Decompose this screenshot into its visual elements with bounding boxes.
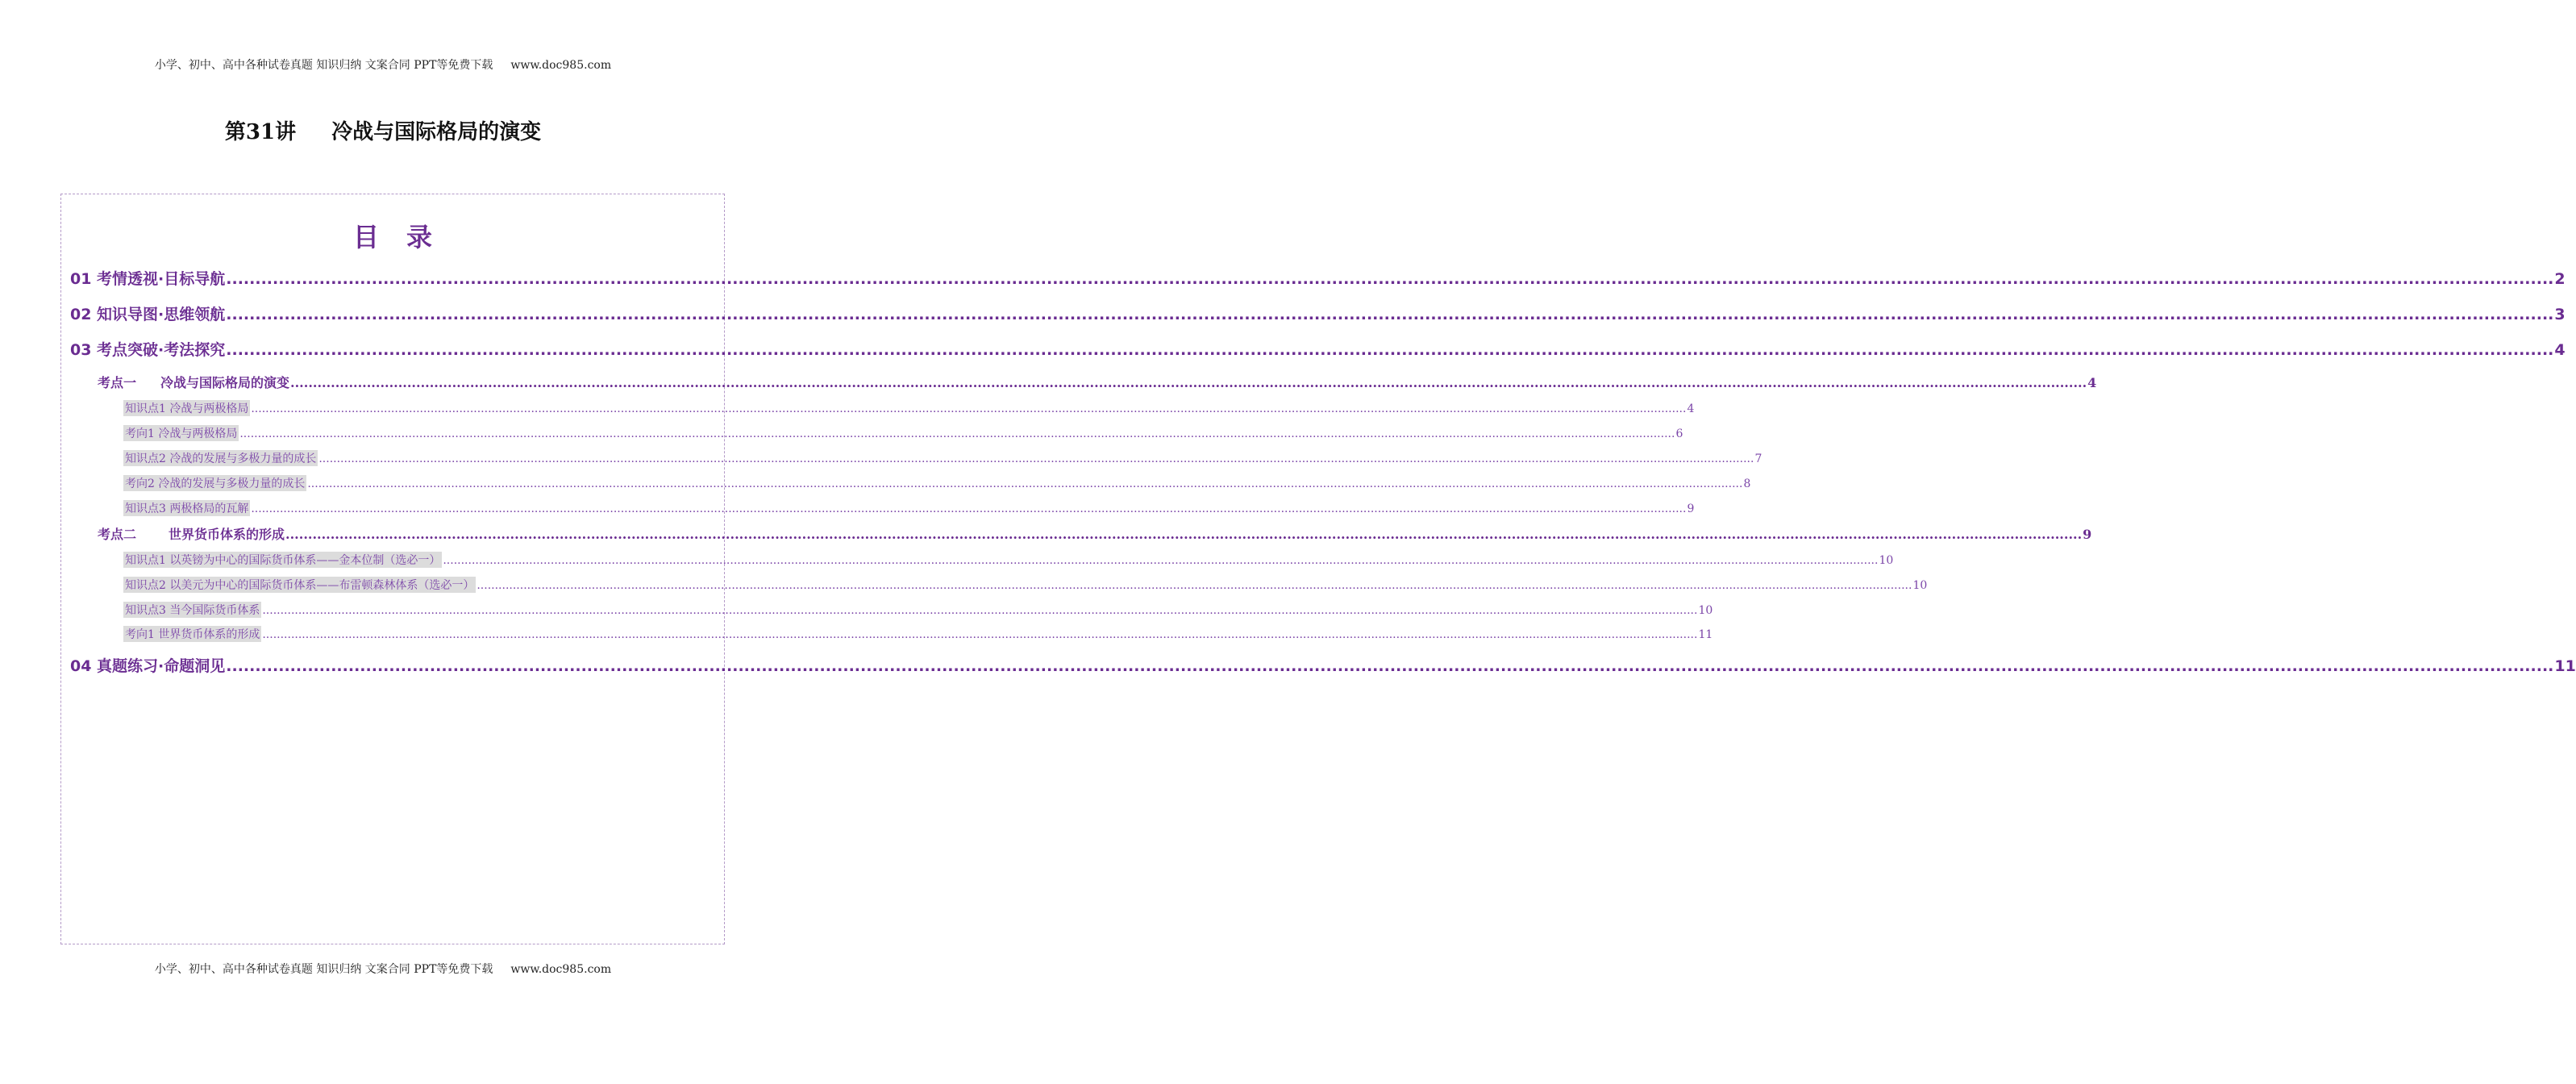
toc-entry-page: 4 xyxy=(2087,375,2097,390)
toc-entry-page: 6 xyxy=(1675,427,1683,440)
toc-entry-label: 知识点2 以美元为中心的国际货币体系——布雷顿森林体系（选必一） xyxy=(123,577,476,593)
toc-entry-label: 知识点3 当今国际货币体系 xyxy=(123,602,261,618)
toc-entry-label: 考向2 冷战的发展与多极力量的成长 xyxy=(123,475,306,491)
toc-entry-page: 7 xyxy=(1754,452,1762,465)
toc-entry[interactable] xyxy=(123,475,1751,491)
toc-leader-dots: ................................................................................................................................................................................................................................................................................................................................................................................................................ xyxy=(290,375,2087,390)
toc-entry-page: 4 xyxy=(2554,341,2566,359)
toc-entry-label: 02 知识导图·思维领航 xyxy=(70,306,226,323)
toc-leader-dots: ................................................................................................................................................................................................................................................................................................................................................................................................................ xyxy=(251,502,1687,515)
header-text: 小学、初中、高中各种试卷真题 知识归纳 文案合同 PPT等免费下载 xyxy=(154,59,493,72)
toc-entry[interactable] xyxy=(123,626,1713,642)
toc-entry[interactable] xyxy=(123,500,1695,516)
toc-heading: 目 录 xyxy=(352,222,433,252)
toc-entry-page: 4 xyxy=(1687,402,1695,415)
page-footer xyxy=(0,961,766,977)
header-site: www.doc985.com xyxy=(510,59,612,72)
toc-leader-dots: ................................................................................................................................................................................................................................................................................................................................................................................................................ xyxy=(443,554,1879,567)
toc-entry-label: 04 真题练习·命题洞见 xyxy=(70,657,226,675)
toc-leader-dots: ................................................................................................................................................................................................................................................................................................................................................................................................................ xyxy=(226,657,2554,675)
toc-leader-dots: ................................................................................................................................................................................................................................................................................................................................................................................................................ xyxy=(226,270,2554,288)
toc-entry-label: 01 考情透视·目标导航 xyxy=(70,270,226,288)
toc-entry-label: 03 考点突破·考法探究 xyxy=(70,341,226,359)
toc-leader-dots: ................................................................................................................................................................................................................................................................................................................................................................................................................ xyxy=(262,604,1698,617)
toc-entry-label: 考向1 世界货币体系的形成 xyxy=(123,626,261,642)
toc-leader-dots: ................................................................................................................................................................................................................................................................................................................................................................................................................ xyxy=(226,306,2554,323)
toc-entry-label: 知识点3 两极格局的瓦解 xyxy=(123,500,250,516)
toc-leader-dots: ................................................................................................................................................................................................................................................................................................................................................................................................................ xyxy=(285,527,2083,542)
toc-entry-label: 考向1 冷战与两极格局 xyxy=(123,425,239,441)
table-of-contents xyxy=(60,194,2576,944)
page-header xyxy=(0,56,766,73)
toc-leader-dots: ................................................................................................................................................................................................................................................................................................................................................................................................................ xyxy=(251,402,1687,415)
lecture-number: 第31讲 xyxy=(224,120,297,144)
toc-entry-page: 9 xyxy=(2083,527,2092,542)
toc-entry[interactable] xyxy=(98,373,2097,391)
toc-entry[interactable] xyxy=(70,338,2566,360)
toc-entry-page: 2 xyxy=(2554,270,2566,288)
toc-entry[interactable] xyxy=(123,400,1695,416)
toc-entry-label: 知识点1 冷战与两极格局 xyxy=(123,400,250,416)
toc-entry-page: 10 xyxy=(1912,579,1928,592)
toc-entry-label: 考点二 世界货币体系的形成 xyxy=(98,527,285,542)
toc-entry[interactable] xyxy=(123,552,1894,568)
lecture-title xyxy=(0,115,766,145)
toc-leader-dots: ................................................................................................................................................................................................................................................................................................................................................................................................................ xyxy=(318,452,1754,465)
toc-entry-page: 11 xyxy=(2554,657,2576,675)
toc-leader-dots: ................................................................................................................................................................................................................................................................................................................................................................................................................ xyxy=(476,579,1912,592)
toc-leader-dots: ................................................................................................................................................................................................................................................................................................................................................................................................................ xyxy=(262,628,1698,641)
footer-text: 小学、初中、高中各种试卷真题 知识归纳 文案合同 PPT等免费下载 xyxy=(154,963,493,976)
toc-entry[interactable] xyxy=(123,450,1762,466)
toc-entry[interactable] xyxy=(70,267,2566,289)
toc-entry-label: 知识点2 冷战的发展与多极力量的成长 xyxy=(123,450,318,466)
toc-leader-dots: ................................................................................................................................................................................................................................................................................................................................................................................................................ xyxy=(307,477,1743,490)
toc-entry[interactable] xyxy=(70,654,2576,676)
toc-leader-dots: ................................................................................................................................................................................................................................................................................................................................................................................................................ xyxy=(226,341,2554,359)
toc-entry-page: 10 xyxy=(1879,554,1894,567)
toc-entry-label: 知识点1 以英镑为中心的国际货币体系——金本位制（选必一） xyxy=(123,552,442,568)
toc-leader-dots: ................................................................................................................................................................................................................................................................................................................................................................................................................ xyxy=(239,427,1675,440)
toc-entry[interactable] xyxy=(123,602,1713,618)
toc-entry[interactable] xyxy=(70,302,2566,324)
footer-site: www.doc985.com xyxy=(510,963,612,976)
toc-entry-page: 3 xyxy=(2554,306,2566,323)
toc-entry-page: 8 xyxy=(1743,477,1751,490)
toc-entry[interactable] xyxy=(123,425,1683,441)
toc-entry-page: 11 xyxy=(1698,628,1713,641)
toc-entry-page: 10 xyxy=(1698,604,1713,617)
lecture-topic: 冷战与国际格局的演变 xyxy=(331,120,542,144)
toc-entry-page: 9 xyxy=(1687,502,1695,515)
toc-entry-label: 考点一 冷战与国际格局的演变 xyxy=(98,375,290,390)
toc-entry[interactable] xyxy=(123,577,1928,593)
toc-entry[interactable] xyxy=(98,524,2092,543)
